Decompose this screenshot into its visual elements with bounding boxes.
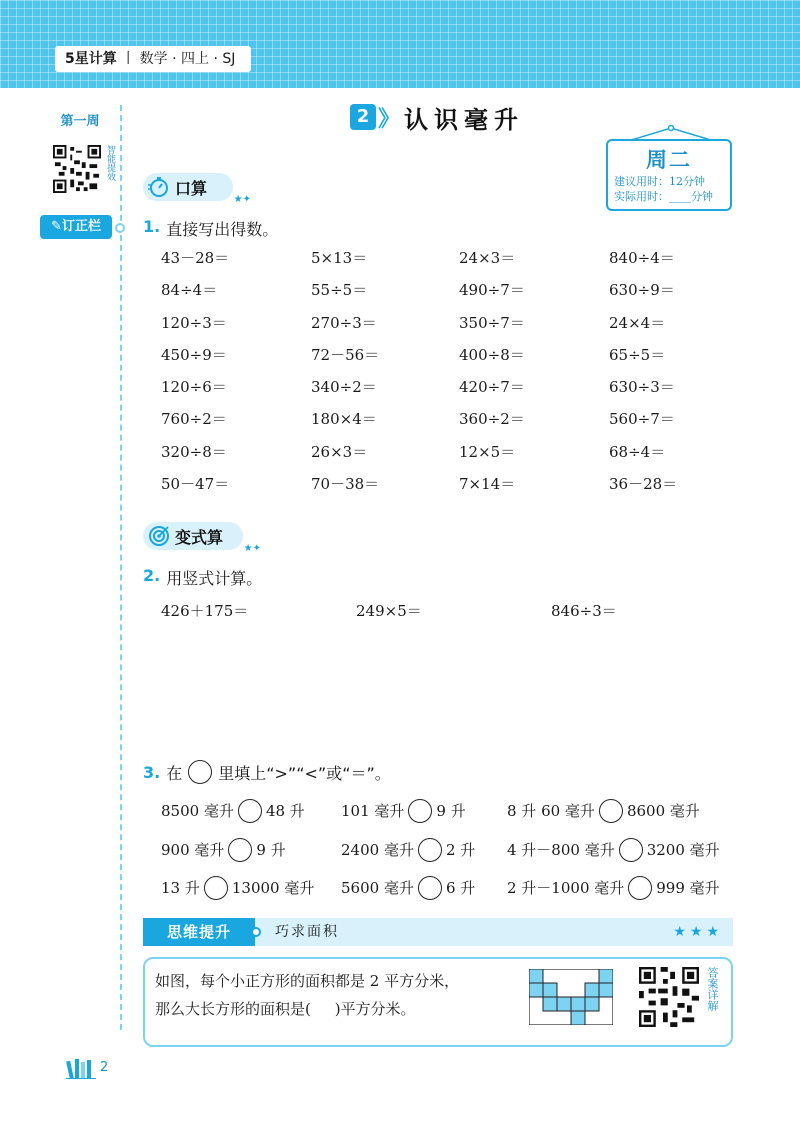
q3-item (507, 792, 741, 831)
q1-prompt: 直接写出得数。 (166, 220, 279, 239)
q1-heading (143, 217, 278, 240)
q1-item: 24×4＝ (609, 313, 666, 332)
answer-circle[interactable] (418, 838, 442, 862)
suggested-time: 建议用时：12分钟 (614, 175, 705, 188)
day-card (606, 139, 732, 211)
section-mental (143, 173, 251, 205)
lesson-number: 2 (350, 104, 376, 130)
q1-item: 55÷5＝ (311, 281, 368, 300)
q1-number: 1. (143, 217, 161, 236)
q3-item-left: 13 升 (161, 879, 200, 898)
q3-item-left: 8500 毫升 (161, 802, 234, 821)
q1-item: 43－28＝ (161, 249, 230, 267)
q3-exercises (161, 792, 741, 908)
q3-item (341, 831, 507, 870)
q1-item: 420÷7＝ (459, 378, 525, 397)
q1-item: 24×3＝ (459, 249, 516, 267)
q3-item-left: 900 毫升 (161, 840, 225, 859)
series-label (55, 46, 251, 72)
answer-circle[interactable] (408, 799, 432, 823)
q1-item: 5×13＝ (311, 249, 368, 267)
q2-item: 846÷3＝ (551, 602, 617, 620)
thinking-text (155, 967, 515, 1023)
q3-item-right: 2 升 (445, 840, 476, 859)
lesson-name: 认识毫升 (404, 105, 525, 134)
series-subtitle: 数学 · 四上 · SJ (139, 51, 236, 67)
thinking-line-2: 那么大长方形的面积是( )平方分米。 (155, 1000, 416, 1018)
lesson-title (350, 100, 524, 134)
q2-item: 249×5＝ (356, 602, 422, 620)
q1-item: 360÷2＝ (459, 410, 525, 429)
answer-circle[interactable] (204, 876, 228, 900)
answer-circle[interactable] (619, 838, 643, 862)
header-band (0, 0, 800, 88)
answer-circle[interactable] (628, 876, 652, 900)
q1-item: 180×4＝ (311, 410, 377, 429)
q3-item (161, 869, 341, 908)
q3-number: 3. (143, 762, 161, 782)
q1-item: 26×3＝ (311, 442, 368, 461)
answer-circle[interactable] (228, 838, 252, 862)
qr-caption: 智能提效 (105, 145, 115, 181)
thinking-tag: 思维提升 (143, 918, 255, 946)
q3-item-left: 2400 毫升 (341, 840, 414, 859)
thinking-problem (143, 957, 733, 1047)
books-icon (66, 1057, 96, 1079)
q1-item: 68÷4＝ (609, 442, 666, 461)
q3-item-left: 101 毫升 (341, 802, 405, 821)
q1-item: 490÷7＝ (459, 281, 525, 300)
week-label: 第一周 (60, 114, 100, 129)
q1-item: 12×5＝ (459, 442, 516, 461)
q3-item-right: 13000 毫升 (231, 879, 315, 898)
q3-item-left: 4 升－800 毫升 (507, 840, 615, 859)
q3-item-left: 8 升 60 毫升 (507, 802, 595, 821)
q3-item-right: 3200 毫升 (646, 840, 720, 859)
q1-item: 70－38＝ (311, 475, 380, 494)
margin-dot (115, 223, 125, 233)
q2-prompt: 用竖式计算。 (166, 569, 263, 588)
section-variant-label: 变式算 (175, 527, 224, 547)
series-title: 5星计算 (65, 51, 117, 67)
margin-divider (120, 105, 122, 1030)
q3-item-right: 9 升 (436, 802, 466, 821)
day-name: 周二 (646, 148, 692, 172)
q1-item: 560÷7＝ (609, 410, 675, 429)
q3-item (161, 831, 341, 870)
q3-item-left: 5600 毫升 (341, 879, 414, 898)
qr-code-icon[interactable] (639, 967, 699, 1027)
answer-circle[interactable] (418, 876, 442, 900)
actual-time: 实际用时：____分钟 (614, 190, 713, 203)
correction-tag: ✎订正栏 (40, 215, 112, 239)
q2-number: 2. (143, 566, 161, 585)
thinking-subtitle: 巧求面积 (275, 924, 339, 940)
star-icon: ★✦ (233, 194, 251, 205)
q1-item: 400÷8＝ (459, 345, 525, 364)
qr-answer-caption: 答案详解 (706, 967, 719, 1011)
thinking-banner (143, 918, 733, 946)
q1-item: 630÷3＝ (609, 378, 675, 397)
q3-item (161, 792, 341, 831)
q3-item-right: 6 升 (445, 879, 476, 898)
q3-prompt-before: 在 (166, 763, 183, 783)
qr-code-icon[interactable] (52, 145, 102, 193)
q2-item: 426＋175＝ (161, 602, 249, 620)
grid-figure (529, 969, 613, 1025)
q1-exercises (161, 242, 731, 500)
target-icon (147, 524, 171, 548)
circle-blank (188, 760, 212, 784)
q1-item: 7×14＝ (459, 475, 516, 494)
q1-item: 340÷2＝ (311, 378, 377, 397)
answer-circle[interactable] (599, 799, 623, 823)
q1-item: 120÷6＝ (161, 378, 227, 397)
q1-item: 320÷8＝ (161, 442, 227, 461)
q1-item: 760÷2＝ (161, 410, 227, 429)
q3-item (341, 792, 507, 831)
q1-item: 350÷7＝ (459, 313, 525, 332)
q3-item-right: 48 升 (265, 802, 305, 821)
answer-circle[interactable] (238, 799, 262, 823)
q1-item: 840÷4＝ (609, 249, 675, 267)
q1-item: 65÷5＝ (609, 345, 666, 364)
q1-item: 450÷9＝ (161, 345, 227, 364)
q2-exercises (161, 595, 731, 627)
q3-heading (143, 760, 391, 784)
thinking-dot (251, 927, 261, 937)
q3-item (507, 869, 741, 908)
stopwatch-icon (147, 175, 171, 199)
page-number: 2 (100, 1060, 109, 1075)
star-icon: ★✦ (243, 543, 261, 554)
q1-item: 36－28＝ (609, 475, 678, 494)
q1-item: 630÷9＝ (609, 281, 675, 300)
q3-item-right: 8600 毫升 (626, 802, 700, 821)
q3-item (341, 869, 507, 908)
q3-item-left: 2 升－1000 毫升 (507, 879, 625, 898)
q3-item (507, 831, 741, 870)
thinking-line-1: 如图，每个小正方形的面积都是 2 平方分米， (155, 972, 460, 990)
q3-prompt-after: 里填上“>”“<”或“＝”。 (218, 763, 391, 783)
q1-item: 84÷4＝ (161, 281, 218, 300)
chevron-icon: 》 (378, 106, 401, 132)
section-mental-label: 口算 (175, 178, 208, 198)
q2-heading (143, 566, 262, 589)
q1-item: 72－56＝ (311, 345, 380, 364)
q3-item-right: 9 升 (256, 840, 286, 859)
series-divider: 丨 (121, 51, 136, 67)
q3-item-right: 999 毫升 (656, 879, 720, 898)
section-variant (143, 522, 261, 554)
q1-item: 270÷3＝ (311, 313, 377, 332)
q1-item: 120÷3＝ (161, 313, 227, 332)
q1-item: 50－47＝ (161, 475, 230, 494)
star-rating-icon: ★★★ (673, 924, 723, 940)
